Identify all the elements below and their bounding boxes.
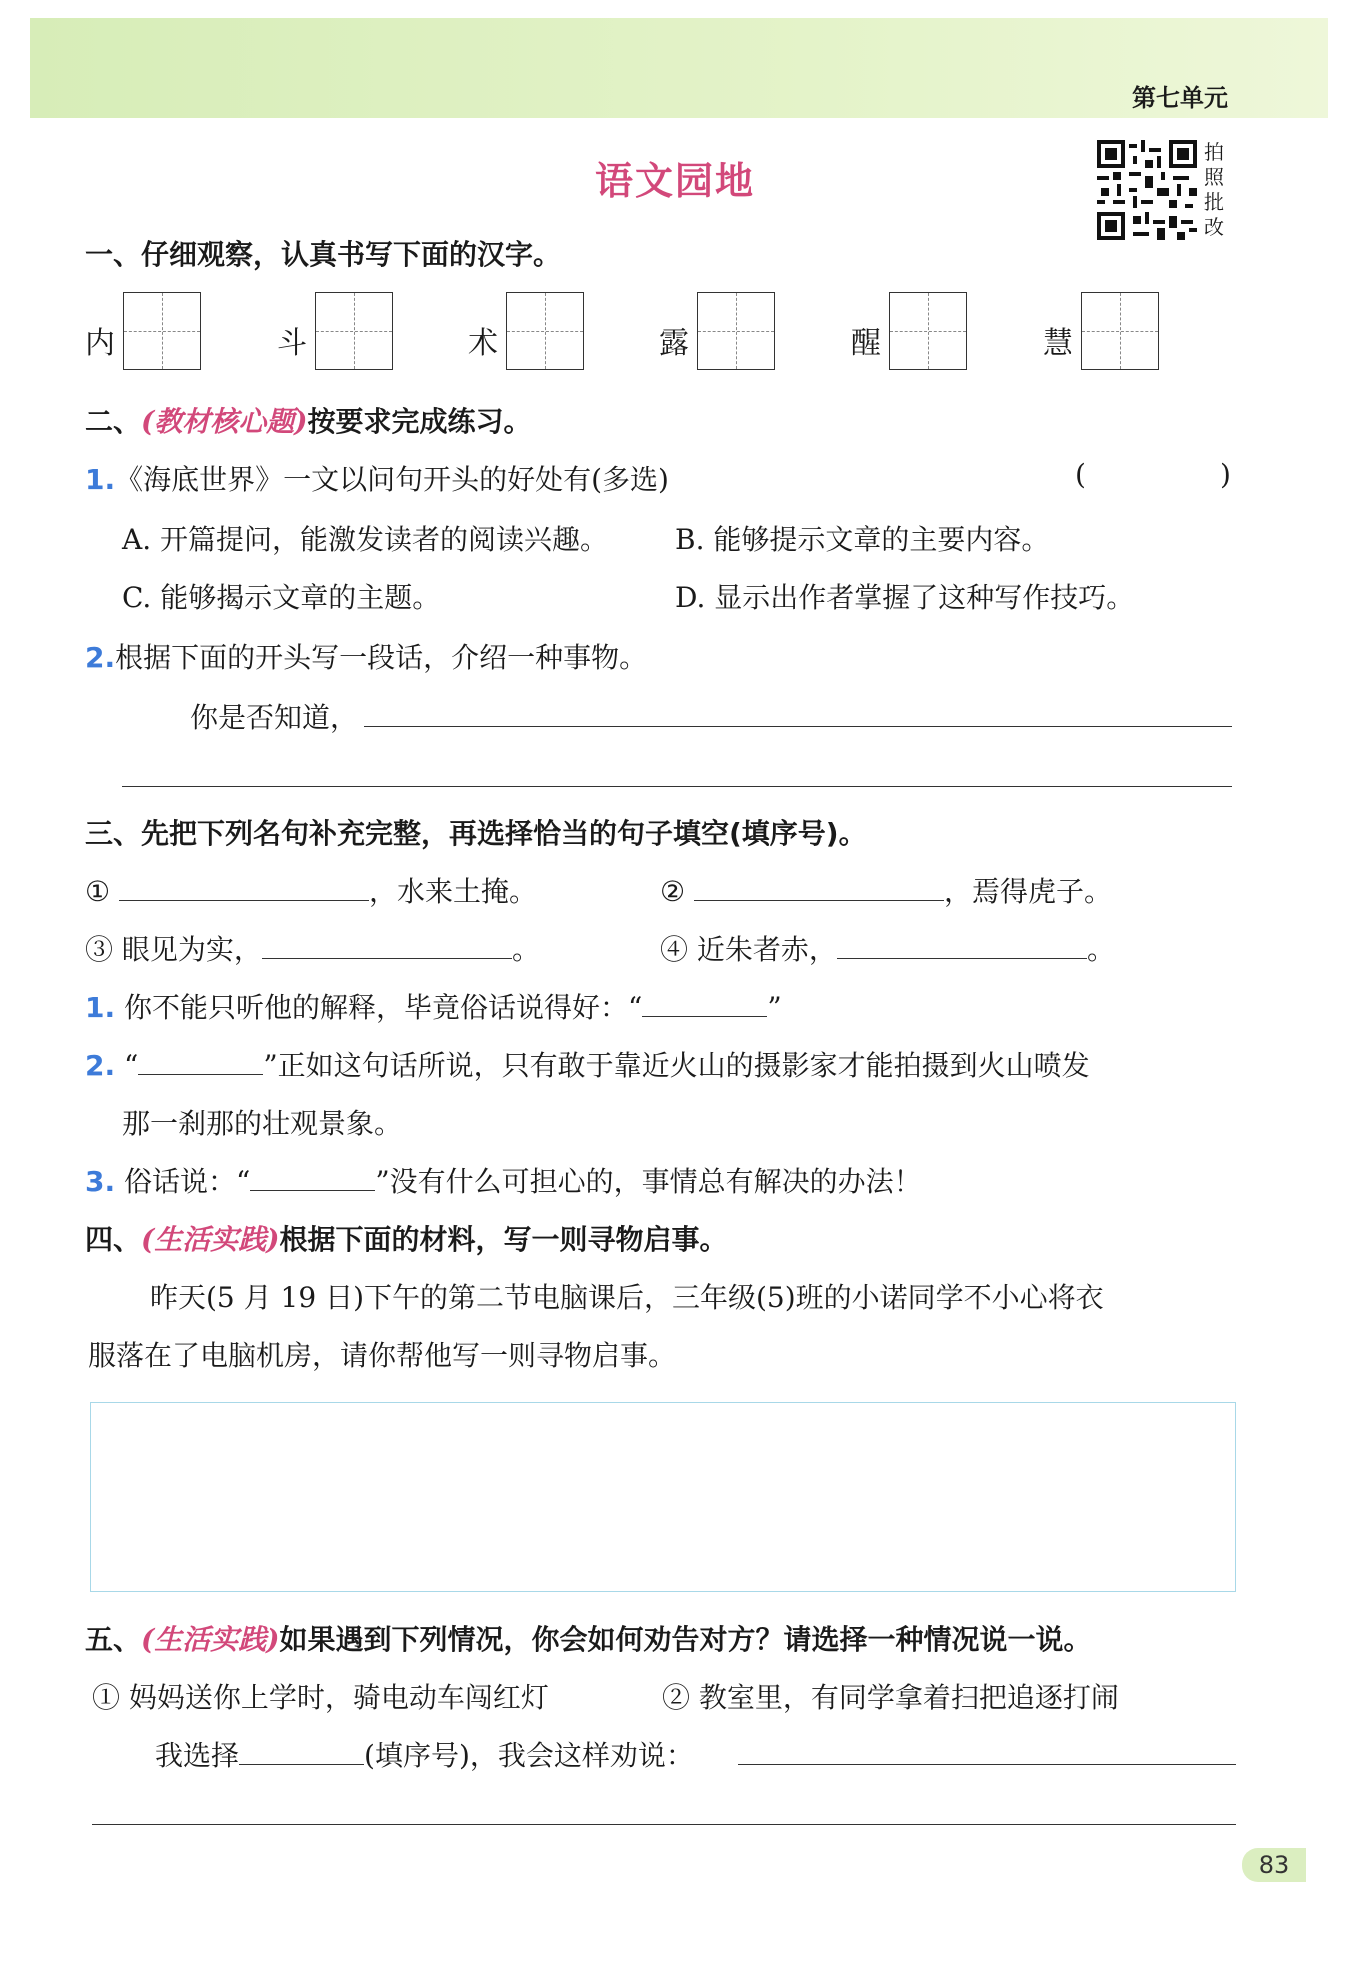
qr-code-icon[interactable] xyxy=(1097,140,1197,240)
unit-label: 第七单元 xyxy=(1132,84,1228,112)
s3-question-2: 2. “ ”正如这句话所说，只有敢于靠近火山的摄影家才能拍摄到火山喷发 xyxy=(85,1044,1090,1084)
fill-blank[interactable] xyxy=(138,1046,263,1075)
choose-line: 我选择 (填序号)，我会这样劝说： xyxy=(155,1734,694,1774)
option-c: C. 能够揭示文章的主题。 xyxy=(122,581,441,614)
page-title: 语文园地 xyxy=(594,159,755,203)
core-tag: (教材核心题) xyxy=(141,405,308,438)
situation-1: ① 妈妈送你上学时，骑电动车闯红灯 xyxy=(92,1681,549,1714)
proverb-1: ① ，水来土掩。 xyxy=(85,870,537,910)
writing-line[interactable] xyxy=(92,1824,1236,1825)
proverb-blank[interactable] xyxy=(119,872,369,901)
section2-heading: 二、(教材核心题)按要求完成练习。 xyxy=(85,405,532,438)
answer-paren-open: ( xyxy=(1075,458,1086,491)
writing-grid[interactable] xyxy=(123,292,201,370)
s2-question-2: 2.根据下面的开头写一段话，介绍一种事物。 xyxy=(85,641,648,674)
fill-blank[interactable] xyxy=(250,1162,375,1191)
writing-grid[interactable] xyxy=(315,292,393,370)
s3-question-2-cont: 那一刹那的壮观景象。 xyxy=(122,1107,403,1140)
situation-2: ② 教室里，有同学拿着扫把追逐打闹 xyxy=(662,1681,1119,1714)
section5-heading: 五、(生活实践)如果遇到下列情况，你会如何劝告对方？请选择一种情况说一说。 xyxy=(85,1623,1092,1656)
answer-paren-close: ) xyxy=(1220,458,1231,491)
s3-question-3: 3. 俗话说：“ ”没有什么可担心的，事情总有解决的办法！ xyxy=(85,1160,922,1200)
option-d: D. 显示出作者掌握了这种写作技巧。 xyxy=(675,581,1135,614)
writing-grid[interactable] xyxy=(697,292,775,370)
writing-grid[interactable] xyxy=(1081,292,1159,370)
proverb-4: ④ 近朱者赤， 。 xyxy=(660,928,1115,968)
answer-slot[interactable] xyxy=(1098,458,1216,494)
material-para-1: 昨天(5 月 19 日)下午的第二节电脑课后，三年级(5)班的小诺同学不小心将衣 xyxy=(150,1281,1104,1314)
section3-heading: 三、先把下列名句补充完整，再选择恰当的句子填空(填序号)。 xyxy=(85,817,867,850)
section1-heading: 一、仔细观察，认真书写下面的汉字。 xyxy=(85,238,562,271)
writing-grid[interactable] xyxy=(889,292,967,370)
writing-line[interactable] xyxy=(122,786,1232,787)
choice-blank[interactable] xyxy=(239,1736,364,1765)
practice-tag: (生活实践) xyxy=(141,1623,280,1656)
material-para-2: 服落在了电脑机房，请你帮他写一则寻物启事。 xyxy=(88,1339,677,1372)
writing-lead: 你是否知道， xyxy=(190,701,359,734)
practice-tag: (生活实践) xyxy=(141,1223,280,1256)
writing-line[interactable] xyxy=(738,1764,1236,1765)
notice-answer-box[interactable] xyxy=(90,1402,1236,1592)
writing-line[interactable] xyxy=(364,726,1232,727)
proverb-2: ② ，焉得虎子。 xyxy=(660,870,1112,910)
page-number: 83 xyxy=(1242,1848,1306,1882)
s2-question-1: 1.《海底世界》一文以问句开头的好处有(多选) xyxy=(85,463,669,496)
s3-question-1: 1. 你不能只听他的解释，毕竟俗话说得好：“ ” xyxy=(85,986,782,1026)
proverb-blank[interactable] xyxy=(694,872,944,901)
proverb-blank[interactable] xyxy=(262,930,512,959)
section4-heading: 四、(生活实践)根据下面的材料，写一则寻物启事。 xyxy=(85,1223,728,1256)
writing-grid[interactable] xyxy=(506,292,584,370)
header-banner xyxy=(30,18,1328,118)
option-a: A. 开篇提问，能激发读者的阅读兴趣。 xyxy=(122,523,609,556)
proverb-3: ③ 眼见为实， 。 xyxy=(85,928,540,968)
qr-label: 拍 照 批 改 xyxy=(1204,140,1224,239)
fill-blank[interactable] xyxy=(642,988,767,1017)
proverb-blank[interactable] xyxy=(837,930,1087,959)
option-b: B. 能够提示文章的主要内容。 xyxy=(675,523,1050,556)
